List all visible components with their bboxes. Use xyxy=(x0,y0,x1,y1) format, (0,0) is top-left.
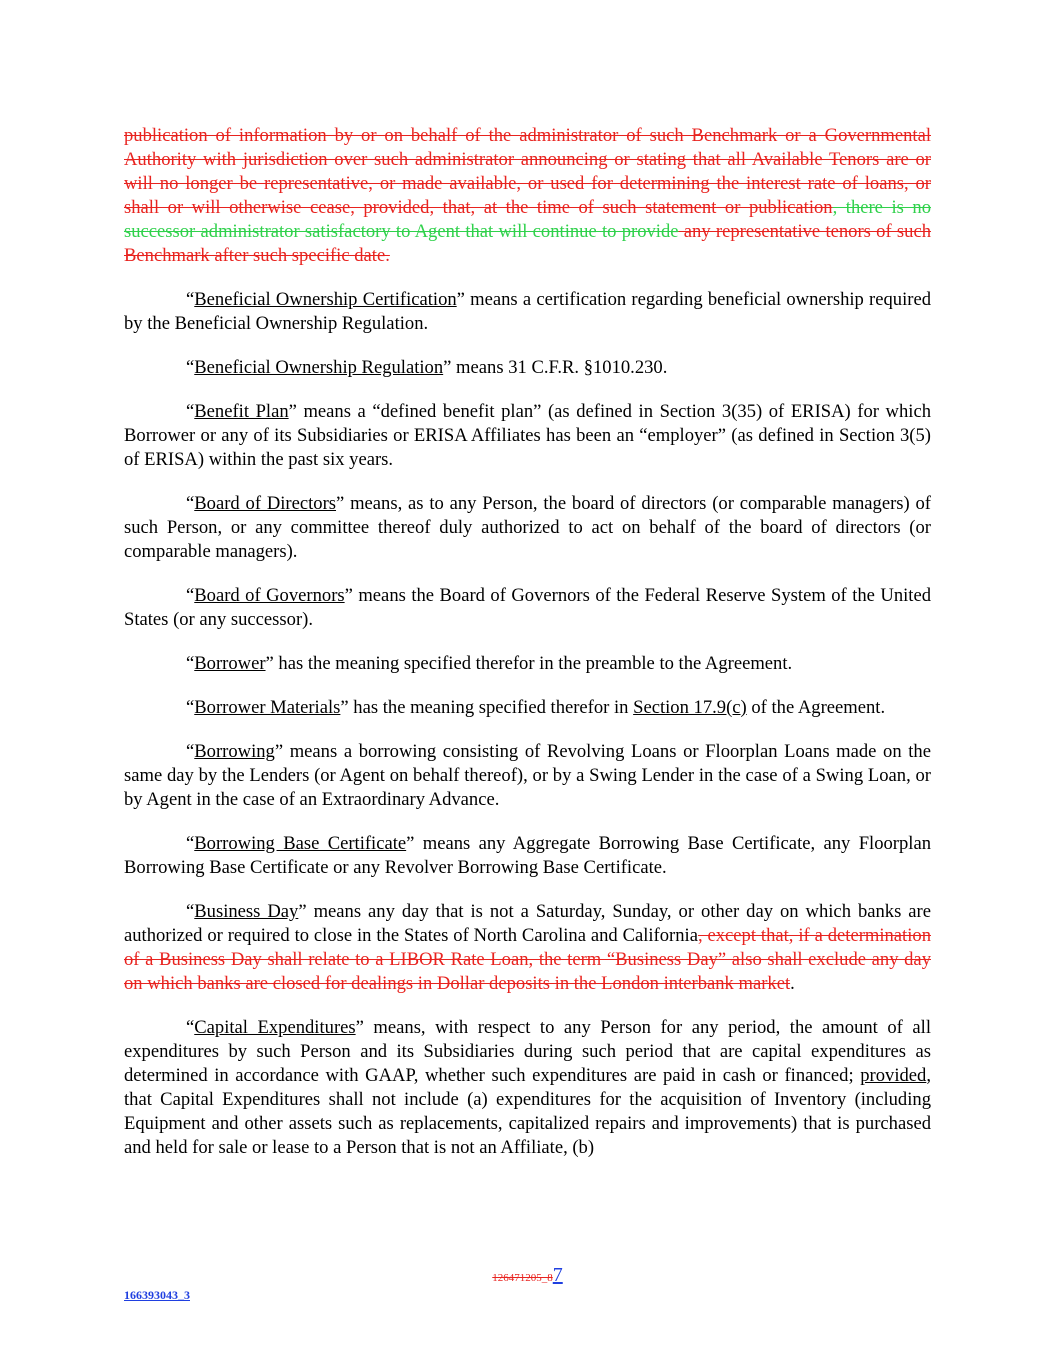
definition-borrowing-base-certificate: “Borrowing Base Certificate” means any Aggregate Borrowing Base Certificate, any Floorplan Borrowing Base Certificate or any Revolver Borrowing Base Certificate. xyxy=(124,833,931,878)
defined-term: Board of Governors xyxy=(194,585,345,606)
defined-term: Borrower xyxy=(194,653,266,674)
page-footer xyxy=(0,1264,1055,1287)
proviso-term: provided xyxy=(860,1065,927,1086)
definition-business-day: “Business Day” means any day that is not a Saturday, Sunday, or other day on which banks are authorized or required to close in the States of North Carolina and California, except that, if a determination of a Business Day shall relate to a LIBOR Rate Loan, the term “Business Day” also shall exclude any day on which banks are closed for dealings in Dollar deposits in the London interbank market. xyxy=(124,901,932,994)
defined-term: Beneficial Ownership Regulation xyxy=(194,357,444,378)
definition-board-of-directors: “Board of Directors” means, as to any Person, the board of directors (or comparable managers) of such Person, or any committee thereof duly authorized to act on behalf of the board of directors (or comparable managers). xyxy=(124,493,931,562)
defined-term: Beneficial Ownership Certification xyxy=(194,289,457,310)
definition-beneficial-ownership-certification: “Beneficial Ownership Certification” means a certification regarding beneficial ownership required by the Beneficial Ownership Regulation. xyxy=(124,289,931,334)
definition-borrower-materials: “Borrower Materials” has the meaning specified therefor in Section 17.9(c) of the Agreement. xyxy=(186,697,886,718)
definition-board-of-governors: “Board of Governors” means the Board of Governors of the Federal Reserve System of the United States (or any successor). xyxy=(124,585,931,630)
definition-borrowing: “Borrowing” means a borrowing consisting of Revolving Loans or Floorplan Loans made on the same day by the Lenders (or Agent on behalf thereof), or by a Swing Lender in the case of a Swing Loan, or by Agent in the case of an Extraordinary Advance. xyxy=(124,741,931,810)
defined-term: Benefit Plan xyxy=(194,401,289,422)
defined-term: Business Day xyxy=(194,901,299,922)
definition-capital-expenditures: “Capital Expenditures” means, with respect to any Person for any period, the amount of all expenditures by such Person and its Subsidiaries during such period that are capital expenditures as determined in accordance with GAAP, whether such expenditures are paid in cash or financed; provided, that Capital Expenditures shall not include (a) expenditures for the acquisition of Inventory (including Equipment and other assets such as replacements, capitalized repairs and improvements) that is purchased and held for sale or lease to a Person that is not an Affiliate, (b) xyxy=(124,1017,931,1158)
moved-deleted-text: , there is no successor administrator satisfactory to Agent that will continue to provide xyxy=(124,197,931,242)
section-reference: Section 17.9(c) xyxy=(633,697,747,718)
document-body xyxy=(124,124,931,1160)
paragraph-benchmark-cessation xyxy=(124,124,931,268)
definition-borrower: “Borrower” has the meaning specified therefor in the preamble to the Agreement. xyxy=(186,653,793,674)
definition-benefit-plan: “Benefit Plan” means a “defined benefit plan” (as defined in Section 3(35) of ERISA) for which Borrower or any of its Subsidiaries or ERISA Affiliates has been an “employer” (as defined in Section 3(5) of ERISA) within the past six years. xyxy=(124,401,931,470)
definition-beneficial-ownership-regulation: “Beneficial Ownership Regulation” means 31 C.F.R. §1010.230. xyxy=(186,357,668,378)
defined-term: Borrowing Base Certificate xyxy=(194,833,407,854)
defined-term: Capital Expenditures xyxy=(194,1017,356,1038)
page-number: 7 xyxy=(552,1264,563,1286)
defined-term: Board of Directors xyxy=(194,493,337,514)
deleted-footer-id: 126471205_8 xyxy=(492,1272,553,1284)
document-id: 166393043_3 xyxy=(124,1288,190,1302)
deleted-text: publication of information by or on behalf of the administrator of such Benchmark or a Governmental Authority with jurisdiction over such administrator announcing or stating that all Available Tenors are or will no longer be representative, or made available, or used for determining the interest rate of loans, or shall or will otherwise cease, provided, that, at the time of such statement or publication xyxy=(124,125,931,218)
defined-term: Borrower Materials xyxy=(194,697,341,718)
defined-term: Borrowing xyxy=(194,741,275,762)
deleted-text: , except that, if a determination of a Business Day shall relate to a LIBOR Rate Loan, the term “Business Day” also shall exclude any day on which banks are closed for dealings in Dollar deposits in the London interbank market xyxy=(124,925,931,994)
deleted-text: any representative tenors of such Benchmark after such specific date. xyxy=(124,221,932,266)
